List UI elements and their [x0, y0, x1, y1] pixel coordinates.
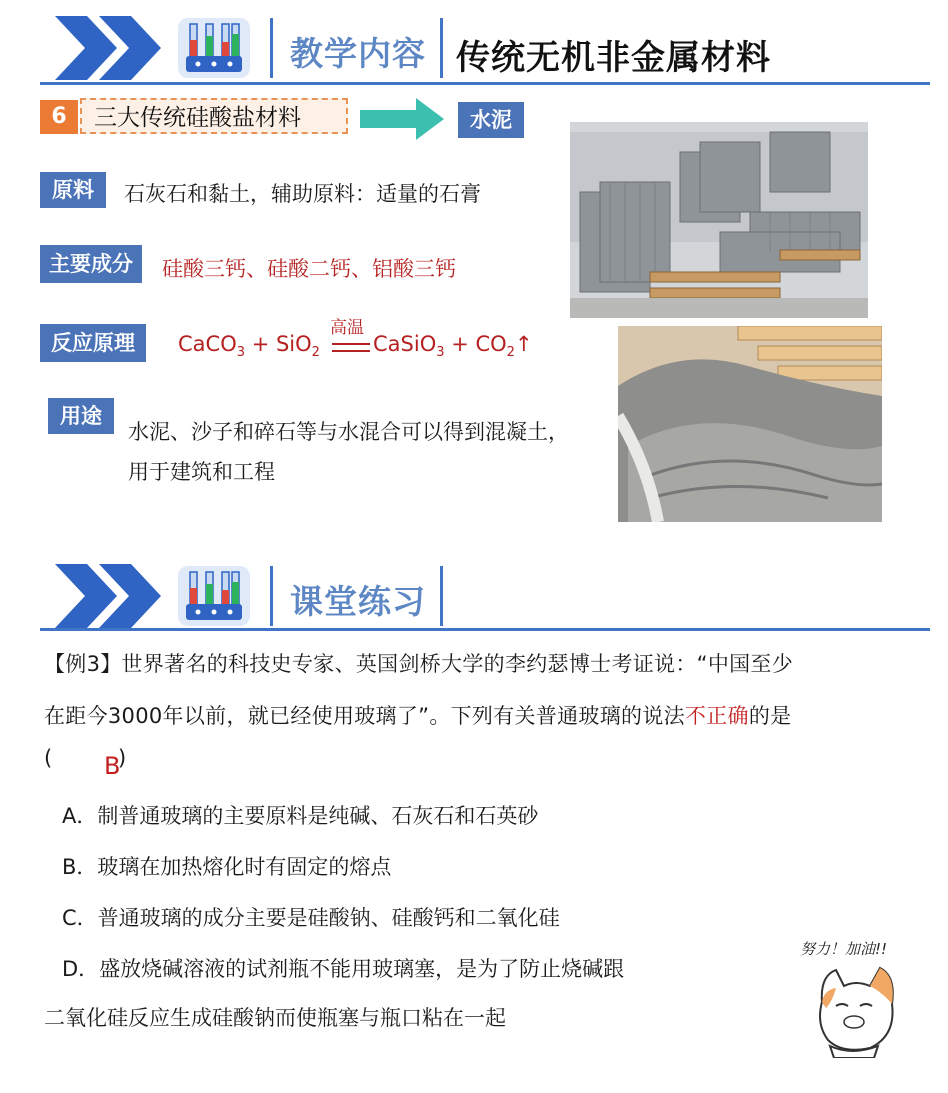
header-underline: [40, 628, 930, 631]
emphasis-text: 不正确: [684, 704, 749, 728]
option-b: B．玻璃在加热熔化时有固定的熔点: [62, 855, 392, 879]
subscript: 3: [436, 345, 445, 361]
concrete-mixing-photo: [618, 326, 882, 522]
reactant-sio2: SiO: [275, 332, 312, 356]
subscript: 3: [236, 345, 246, 361]
cement-blocks-image: [570, 122, 868, 318]
product-casio3: CaSiO: [373, 332, 437, 356]
double-chevron-icon: [55, 560, 165, 632]
option-a: A．制普通玻璃的主要原料是纯碱、石灰石和石英砂: [62, 804, 539, 828]
plus-sign: +: [245, 332, 276, 356]
raw-material-tag: 原料: [40, 172, 106, 208]
sticker-caption: 努力！加油!!: [800, 940, 888, 958]
usage-line-2: 用于建筑和工程: [128, 460, 275, 484]
equals-line-bottom: [332, 350, 370, 352]
lab-equipment-icon: [176, 564, 252, 628]
section-heading: 三大传统硅酸盐材料: [80, 98, 348, 134]
option-c: C．普通玻璃的成分主要是硅酸钠、硅酸钙和二氧化硅: [62, 906, 560, 930]
question-text: 的是: [748, 704, 792, 728]
divider: [270, 18, 273, 78]
reaction-equation: [178, 332, 320, 360]
header-underline: [40, 82, 930, 85]
equals-line-top: [332, 343, 370, 345]
subscript: 2: [311, 345, 320, 361]
usage-tag: 用途: [48, 398, 114, 434]
handwritten-answer: B: [104, 752, 121, 780]
cat-sticker-icon: [812, 962, 902, 1058]
double-chevron-icon: [55, 12, 165, 84]
question-line-1: 【例3】世界著名的科技史专家、英国剑桥大学的李约瑟博士考证说：“中国至少: [44, 652, 794, 676]
reaction-products: [373, 332, 533, 360]
answer-paren-close: ): [118, 746, 127, 770]
product-co2: CO: [475, 332, 507, 356]
divider: [440, 18, 443, 78]
section-label: 课堂练习: [290, 582, 426, 621]
option-d: D．盛放烧碱溶液的试剂瓶不能用玻璃塞，是为了防止烧碱跟: [62, 957, 625, 981]
target-tag: 水泥: [458, 102, 524, 138]
main-component-text: 硅酸三钙、硅酸二钙、铝酸三钙: [162, 257, 456, 281]
raw-material-text: 石灰石和黏土，辅助原料：适量的石膏: [124, 182, 481, 206]
usage-line-1: 水泥、沙子和碎石等与水混合可以得到混凝土，: [128, 420, 569, 444]
section-label: 教学内容: [290, 34, 426, 73]
plus-sign: +: [444, 332, 476, 356]
concrete-mixing-image: [618, 326, 882, 522]
answer-paren-open: (: [44, 746, 53, 770]
cement-blocks-photo: [570, 122, 868, 318]
main-component-tag: 主要成分: [40, 245, 142, 283]
arrow-right-icon: [360, 98, 446, 140]
reactant-caco3: CaCO: [178, 332, 237, 356]
divider: [270, 566, 273, 626]
question-text: 在距今3000年以前，就已经使用玻璃了”。下列有关普通玻璃的说法: [44, 704, 685, 728]
section-number-badge: 6: [40, 100, 78, 134]
subscript: 2: [506, 345, 515, 361]
gas-arrow: ↑: [514, 332, 533, 356]
question-line-2: [44, 700, 791, 730]
lab-equipment-icon: [176, 16, 252, 80]
reaction-tag: 反应原理: [40, 324, 146, 362]
option-d-continuation: 二氧化硅反应生成硅酸钠而使瓶塞与瓶口粘在一起: [44, 1006, 506, 1030]
page-title: 传统无机非金属材料: [456, 38, 771, 78]
divider: [440, 566, 443, 626]
reaction-condition: 高温: [330, 318, 364, 338]
